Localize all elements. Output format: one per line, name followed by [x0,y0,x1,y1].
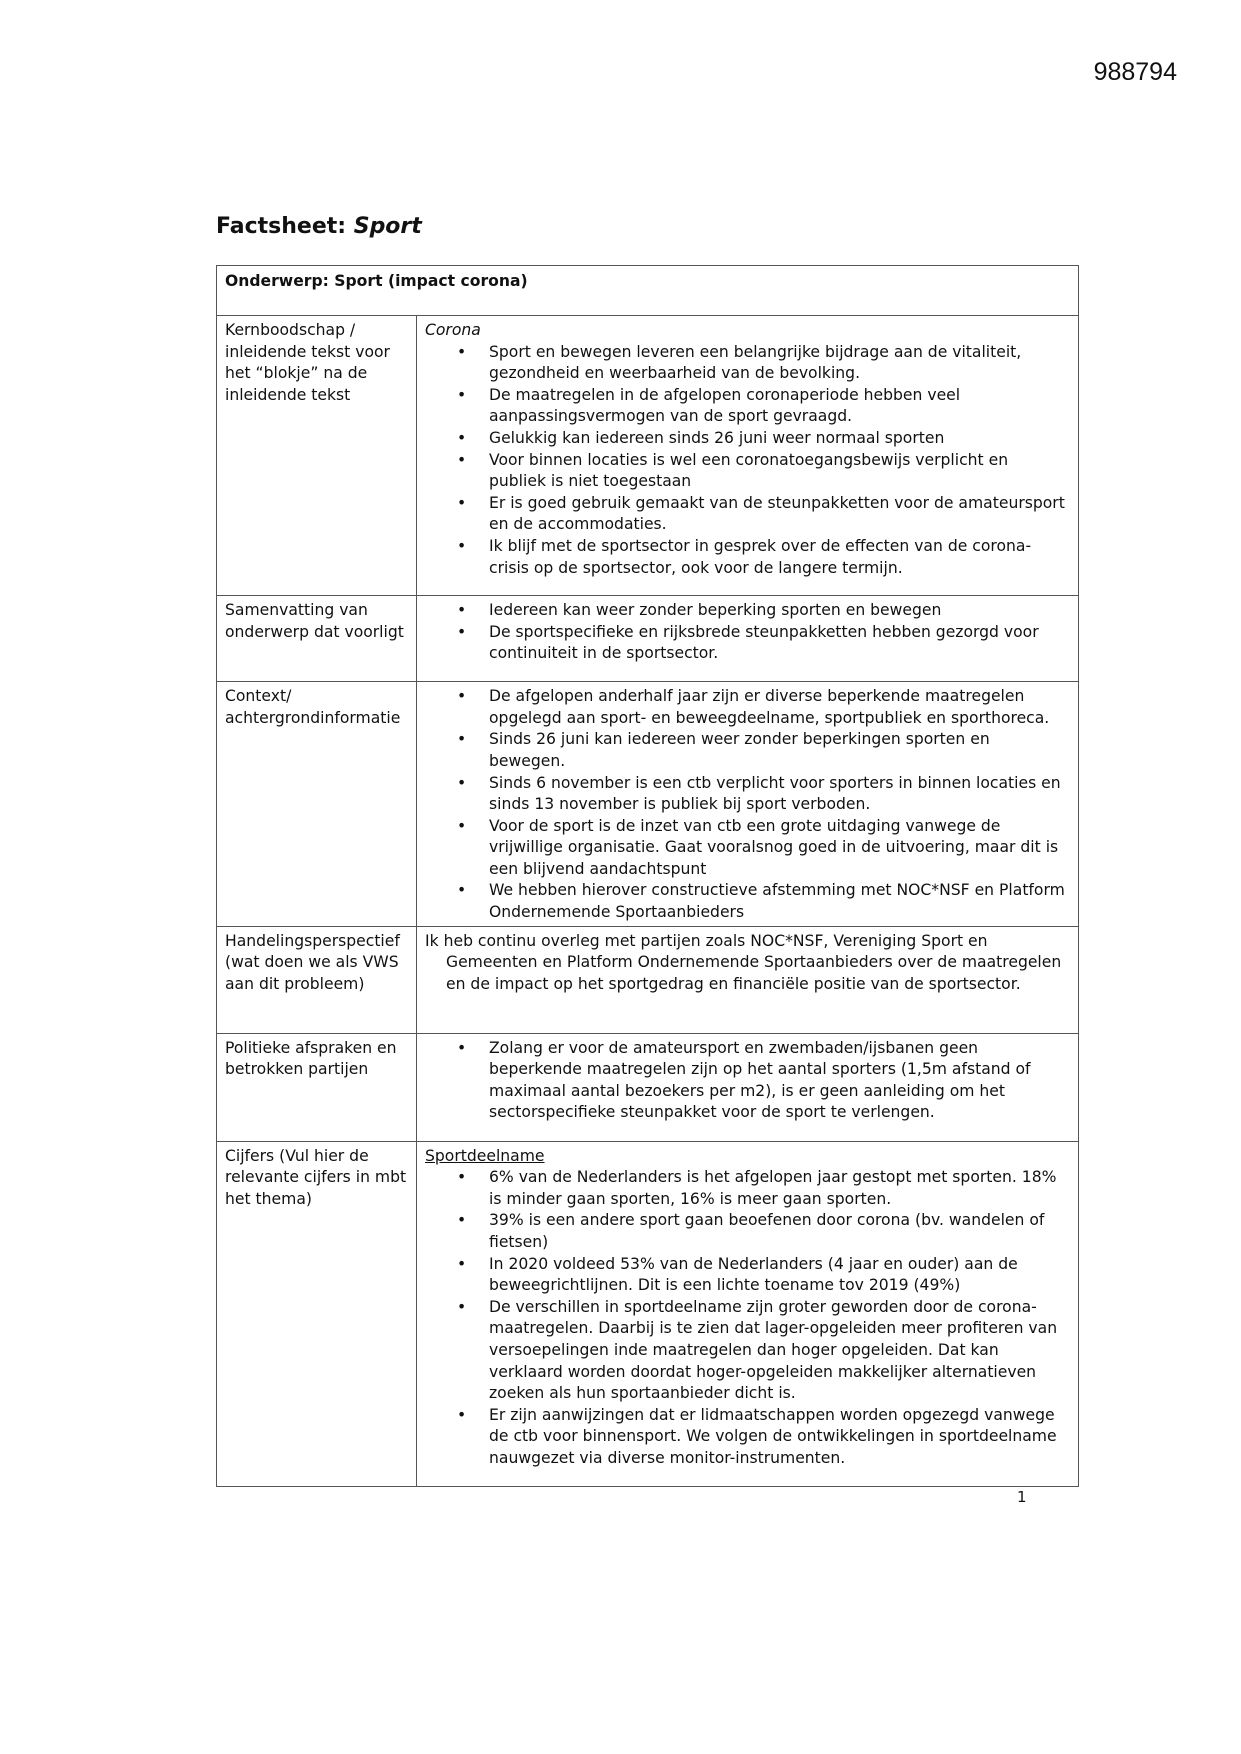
bullet-list [425,600,1070,665]
table-header: Onderwerp: Sport (impact corona) [217,266,1079,316]
row-content [417,596,1079,682]
list-item: • De afgelopen anderhalf jaar zijn er diverse beperkende maatregelen opgelegd aan sport- en beweegdeelname, sportpubliek en sporthoreca. [489,686,1070,729]
table-header-row [217,266,1079,316]
row-content [417,316,1079,596]
list-item: • Er zijn aanwijzingen dat er lidmaatschappen worden opgezegd vanwege de ctb voor binnensport. We volgen de ontwikkelingen in sportdeelname nauwgezet via diverse monitor-instrumenten. [489,1405,1070,1470]
row-label: Samenvatting van onderwerp dat voorligt [217,596,417,682]
title-emphasis: Sport [353,214,422,239]
table-row-politieke-afspraken [217,1033,1079,1141]
factsheet-table [216,265,1079,1487]
bullet-list [425,1167,1070,1469]
bullet-list [425,1038,1070,1124]
table-row-context [217,682,1079,927]
list-item: • De maatregelen in de afgelopen coronaperiode hebben veel aanpassingsvermogen van de sport gevraagd. [489,385,1070,428]
row-content [417,1141,1079,1486]
list-item: • Gelukkig kan iedereen sinds 26 juni weer normaal sporten [489,428,1070,450]
table-row-samenvatting [217,596,1079,682]
list-item: • 39% is een andere sport gaan beoefenen door corona (bv. wandelen of fietsen) [489,1210,1070,1253]
list-item: • We hebben hierover constructieve afstemming met NOC*NSF en Platform Ondernemende Sportaanbieders [489,880,1070,923]
row-subheading: Sportdeelname [425,1146,545,1165]
list-item: • Sport en bewegen leveren een belangrijke bijdrage aan de vitaliteit, gezondheid en weerbaarheid van de bevolking. [489,342,1070,385]
row-label: Cijfers (Vul hier de relevante cijfers in mbt het thema) [217,1141,417,1486]
row-label: Politieke afspraken en betrokken partijen [217,1033,417,1141]
list-item: • Er is goed gebruik gemaakt van de steunpakketten voor de amateursport en de accommodaties. [489,493,1070,536]
list-item: • Sinds 6 november is een ctb verplicht voor sporters in binnen locaties en sinds 13 november is publiek bij sport verboden. [489,773,1070,816]
list-item: • Voor de sport is de inzet van ctb een grote uitdaging vanwege de vrijwillige organisatie. Gaat vooralsnog goed in de uitvoering, maar dit is een blijvend aandachtspunt [489,816,1070,881]
document-id: 988794 [1093,58,1177,86]
list-item: • De sportspecifieke en rijksbrede steunpakketten hebben gezorgd voor continuiteit in de sportsector. [489,622,1070,665]
list-item: • In 2020 voldeed 53% van de Nederlanders (4 jaar en ouder) aan de beweegrichtlijnen. Dit is een lichte toename tov 2019 (49%) [489,1254,1070,1297]
title-prefix: Factsheet: [216,214,354,239]
row-paragraph: Ik heb continu overleg met partijen zoals NOC*NSF, Vereniging Sport en Gemeenten en Platform Ondernemende Sportaanbieders over de maatregelen en de impact op het sportgedrag en financiële positie van de sportsector. [425,931,1062,993]
row-subheading: Corona [425,321,481,339]
table-row-cijfers [217,1141,1079,1486]
page-number: 1 [1017,1488,1027,1506]
list-item: • Sinds 26 juni kan iedereen weer zonder beperkingen sporten en bewegen. [489,729,1070,772]
table-row-kernboodschap [217,316,1079,596]
list-item: • Iedereen kan weer zonder beperking sporten en bewegen [489,600,1070,622]
list-item: • Zolang er voor de amateursport en zwembaden/ijsbanen geen beperkende maatregelen zijn op het aantal sporters (1,5m afstand of maximaal aantal bezoekers per m2), is er geen aanleiding om het sectorspecifieke steunpakket voor de sport te verlengen. [489,1038,1070,1124]
row-label: Handelingsperspectief (wat doen we als VWS aan dit probleem) [217,926,417,1033]
row-label: Context/ achtergrondinformatie [217,682,417,927]
row-content [417,1033,1079,1141]
row-content [417,926,1079,1033]
table-row-handelingsperspectief [217,926,1079,1033]
bullet-list [425,686,1070,924]
row-content [417,682,1079,927]
list-item: • Ik blijf met de sportsector in gesprek over de effecten van de corona-crisis op de sportsector, ook voor de langere termijn. [489,536,1070,579]
bullet-list [425,342,1070,580]
list-item: • Voor binnen locaties is wel een coronatoegangsbewijs verplicht en publiek is niet toegestaan [489,450,1070,493]
list-item: • 6% van de Nederlanders is het afgelopen jaar gestopt met sporten. 18% is minder gaan sporten, 16% is meer gaan sporten. [489,1167,1070,1210]
page-title [216,214,422,239]
list-item: • De verschillen in sportdeelname zijn groter geworden door de corona-maatregelen. Daarbij is te zien dat lager-opgeleiden meer profiteren van versoepelingen inde maatregelen dan hoger opgeleiden. Dat kan verklaard worden doordat hoger-opgeleiden makkelijker alternatieven zoeken als hun sportaanbieder dicht is. [489,1297,1070,1405]
row-label: Kernboodschap / inleidende tekst voor het “blokje” na de inleidende tekst [217,316,417,596]
